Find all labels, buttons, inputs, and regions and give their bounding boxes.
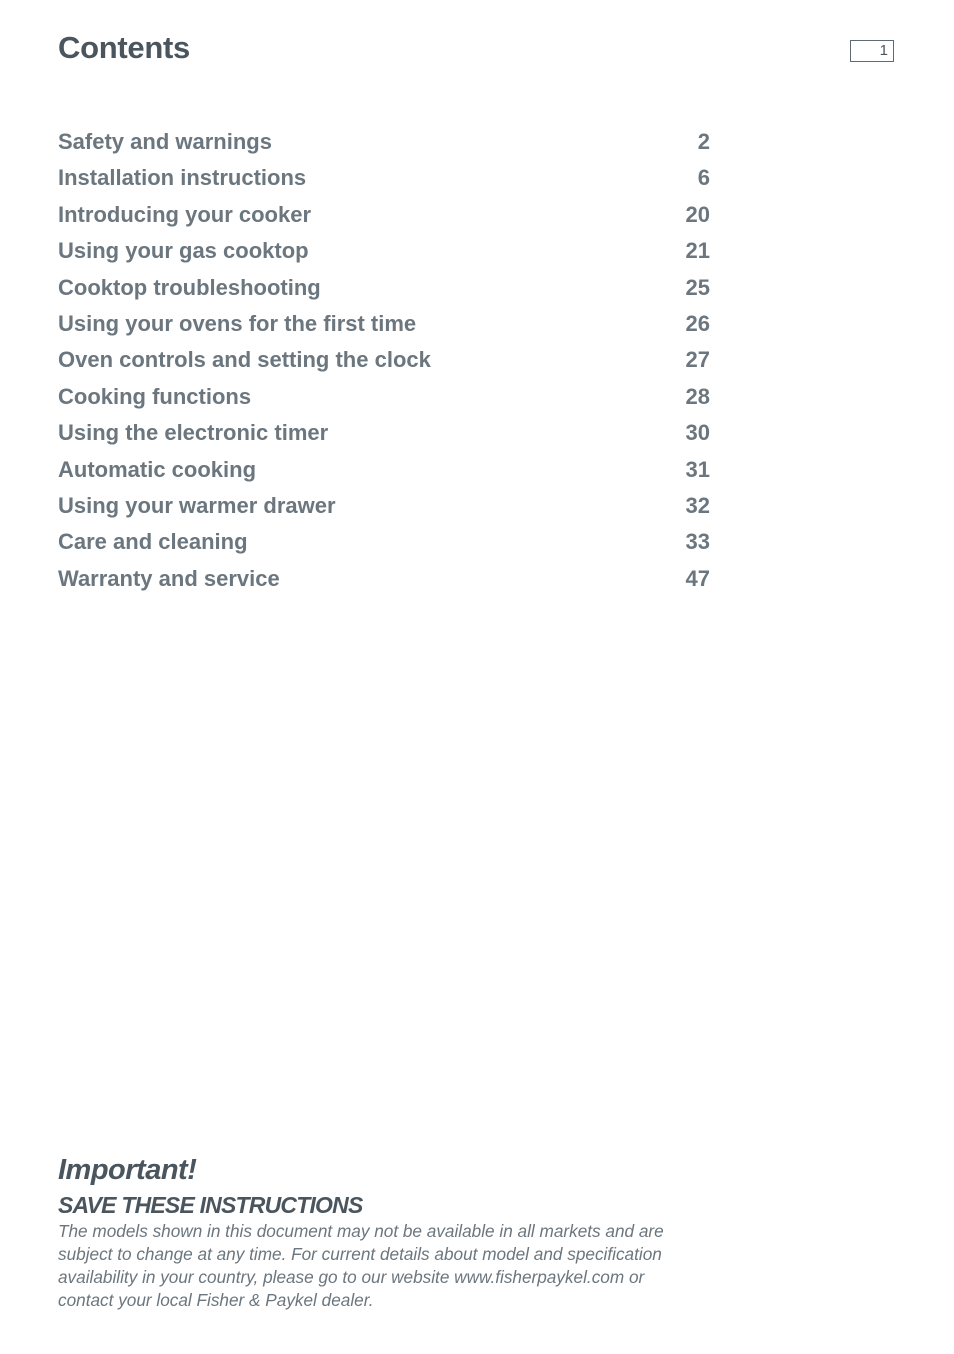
page-title: Contents xyxy=(58,30,190,65)
availability-notice-text xyxy=(58,1220,718,1312)
table-of-contents xyxy=(58,129,710,602)
toc-entry-page: 27 xyxy=(685,347,710,373)
toc-entry-installation-instructions[interactable] xyxy=(58,165,710,201)
toc-entry-page: 2 xyxy=(697,129,710,154)
toc-entry-label: Warranty and service xyxy=(58,565,280,591)
toc-entry-label: Oven controls and setting the clock xyxy=(58,347,431,373)
toc-entry-page: 33 xyxy=(685,529,710,555)
toc-entry-page: 25 xyxy=(685,274,710,300)
toc-entry-cooktop-troubleshooting[interactable] xyxy=(58,275,710,311)
toc-entry-introducing-your-cooker[interactable] xyxy=(58,202,710,238)
page-number: 1 xyxy=(850,40,894,62)
toc-entry-automatic-cooking[interactable] xyxy=(58,457,710,493)
toc-entry-label: Installation instructions xyxy=(58,165,307,191)
toc-entry-page: 32 xyxy=(685,492,710,518)
toc-entry-page: 6 xyxy=(697,165,710,191)
toc-entry-using-the-electronic-timer[interactable] xyxy=(58,420,710,456)
toc-entry-label: Using the electronic timer xyxy=(58,420,329,446)
toc-entry-using-your-gas-cooktop[interactable] xyxy=(58,238,710,274)
save-instructions-heading: SAVE THESE INSTRUCTIONS xyxy=(58,1192,363,1218)
notice-line: contact your local Fisher & Paykel dealer. xyxy=(58,1290,374,1310)
toc-entry-using-your-warmer-drawer[interactable] xyxy=(58,493,710,529)
toc-entry-label: Automatic cooking xyxy=(58,456,257,482)
toc-entry-label: Using your warmer drawer xyxy=(58,492,336,518)
toc-entry-label: Care and cleaning xyxy=(58,529,248,555)
toc-entry-label: Cooking functions xyxy=(58,383,252,409)
toc-entry-page: 30 xyxy=(685,420,710,446)
important-heading: Important! xyxy=(58,1154,197,1186)
notice-line: subject to change at any time. For current details about model and specification xyxy=(58,1244,662,1264)
toc-entry-page: 31 xyxy=(685,456,710,482)
toc-entry-care-and-cleaning[interactable] xyxy=(58,529,710,565)
toc-entry-label: Using your ovens for the first time xyxy=(58,310,417,336)
toc-entry-label: Using your gas cooktop xyxy=(58,238,309,264)
toc-entry-page: 21 xyxy=(685,238,710,264)
notice-line: The models shown in this document may not be available in all markets and are xyxy=(58,1221,664,1241)
important-notice xyxy=(58,1152,718,1312)
toc-entry-label: Cooktop troubleshooting xyxy=(58,274,321,300)
toc-entry-using-your-ovens-first-time[interactable] xyxy=(58,311,710,347)
toc-entry-page: 28 xyxy=(685,383,710,409)
toc-entry-label: Safety and warnings xyxy=(58,129,272,154)
toc-entry-cooking-functions[interactable] xyxy=(58,384,710,420)
toc-entry-warranty-and-service[interactable] xyxy=(58,566,710,602)
toc-entry-label: Introducing your cooker xyxy=(58,201,312,227)
toc-entry-oven-controls-and-clock[interactable] xyxy=(58,347,710,383)
toc-entry-page: 26 xyxy=(685,310,710,336)
toc-entry-page: 20 xyxy=(685,201,710,227)
toc-entry-page: 47 xyxy=(685,565,710,591)
notice-line: availability in your country, please go to our website www.fisherpaykel.com or xyxy=(58,1267,645,1287)
toc-entry-safety-and-warnings[interactable] xyxy=(58,129,710,165)
